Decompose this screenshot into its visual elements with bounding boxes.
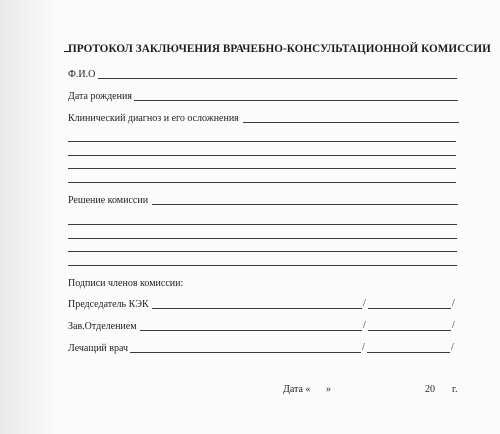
date-label: Дата « — [283, 384, 311, 395]
doctor-slash-1: / — [362, 342, 365, 353]
head-of-dept-slash-2: / — [452, 320, 455, 331]
decision-label: Решение комиссии — [68, 195, 149, 206]
doctor-name-line[interactable] — [130, 352, 361, 353]
decision-line-4[interactable] — [68, 251, 457, 252]
diagnosis-label: Клинический диагноз и его осложнения — [68, 113, 239, 124]
chairman-name-line[interactable] — [152, 308, 362, 309]
head-of-dept-sign-line[interactable] — [368, 330, 451, 331]
doctor-sign-line[interactable] — [367, 352, 450, 353]
chairman-sign-line[interactable] — [368, 308, 451, 309]
diagnosis-line-5[interactable] — [68, 182, 456, 183]
diagnosis-line[interactable] — [243, 122, 459, 123]
chairman-slash-1: / — [363, 298, 366, 309]
year-prefix: 20 — [425, 384, 435, 395]
year-suffix: г. — [452, 384, 458, 395]
birth-date-label: Дата рождения — [68, 91, 132, 102]
decision-line-2[interactable] — [68, 224, 457, 225]
doctor-slash-2: / — [451, 342, 454, 353]
decision-line[interactable] — [152, 204, 458, 205]
chairman-slash-2: / — [452, 298, 455, 309]
doctor-label: Лечащий врач — [68, 343, 129, 354]
head-of-dept-name-line[interactable] — [140, 330, 362, 331]
scan-shadow — [0, 0, 60, 434]
form-title: ПРОТОКОЛ ЗАКЛЮЧЕНИЯ ВРАЧЕБНО-КОНСУЛЬТАЦИОННОЙ КОМИССИИ — [68, 43, 491, 55]
head-of-dept-slash-1: / — [363, 320, 366, 331]
diagnosis-line-4[interactable] — [68, 168, 456, 169]
signatures-heading: Подписи членов комиссии: — [68, 278, 184, 289]
fio-label: Ф.И.О — [68, 69, 96, 80]
diagnosis-line-3[interactable] — [68, 155, 456, 156]
decision-line-3[interactable] — [68, 238, 457, 239]
fio-line[interactable] — [98, 78, 457, 79]
date-close-quote: » — [326, 384, 331, 395]
birth-date-line[interactable] — [134, 100, 458, 101]
chairman-label: Председатель КЭК — [68, 299, 149, 310]
decision-line-5[interactable] — [68, 265, 457, 266]
head-of-dept-label: Зав.Отделением — [68, 321, 137, 332]
diagnosis-line-2[interactable] — [68, 141, 456, 142]
